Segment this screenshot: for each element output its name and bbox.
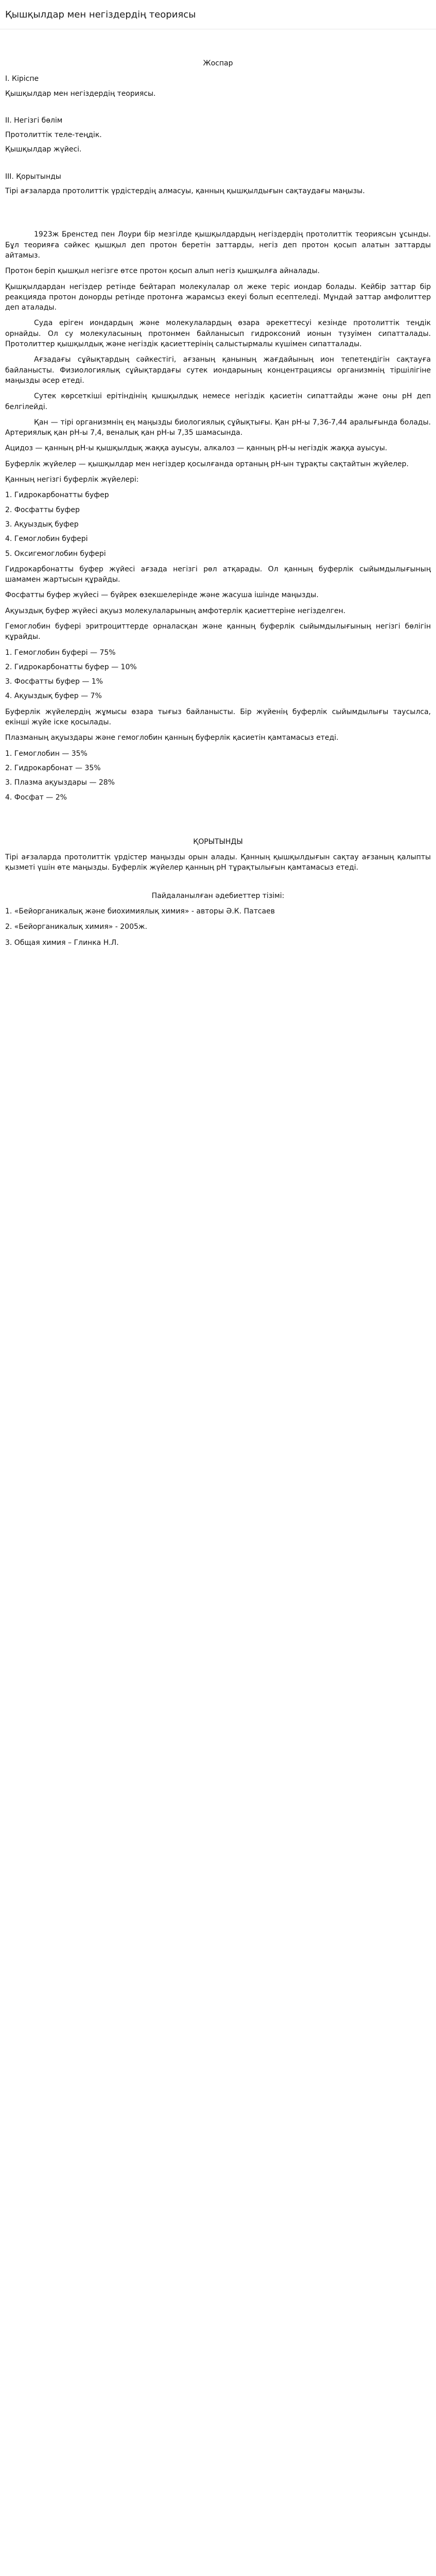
spacer <box>5 103 431 115</box>
list-item: 3. Ақуыздық буфер <box>5 520 79 529</box>
list-item: 5. Оксигемоглобин буфері <box>5 549 106 558</box>
body-paragraph: Қан — тірі организмнің ең маңызды биологиялық сұйықтығы. Қан рН-ы 7,36-7,44 аралығында болады. Артериялық қан рН-ы 7,4, веналық қан рН-ы 7,35 шамасында. <box>5 418 431 437</box>
document-content <box>0 29 436 948</box>
page-header <box>0 0 436 29</box>
spacer <box>5 200 431 229</box>
plasma-buffer-list <box>5 749 431 803</box>
list-item: 4. Фосфат — 2% <box>5 793 67 802</box>
body-paragraph: Плазманың ақуыздары және гемоглобин қанның буферлік қасиетін қамтамасыз етеді. <box>5 734 339 742</box>
spacer <box>5 29 431 58</box>
reference-item: 2. «Бейорганикалық химия» - 2005ж. <box>5 923 147 931</box>
list-item: 2. Гидрокарбонатты буфер — 10% <box>5 663 137 671</box>
body-paragraph: Ағзадағы сұйықтардың сәйкестігі, ағзаның қанының жағдайының ион тепетеңдігін сақтауға байланысты. Физиологиялық сұйықтардағы сутек иондарының концентрациясы организмнің тіршілігіне маңызды әсер етеді. <box>5 355 431 385</box>
blood-buffers-list <box>5 490 431 558</box>
body-paragraph: Қышқылдардан негіздер ретінде бейтарап молекулалар ол жеке теріс иондар болады. Кейбір заттар бір реакцияда протон донорды ретінде протонға жарамсыз екеуі болып есептеледі. Мұндай заттар амфолиттер деп аталады. <box>5 282 431 312</box>
list-item: 4. Гемоглобин буфері <box>5 535 88 544</box>
plan-heading: Жоспар <box>203 59 233 67</box>
plan-section: I. Кіріспе <box>5 75 39 83</box>
conclusion-heading: ҚОРЫТЫНДЫ <box>193 837 243 846</box>
spacer <box>5 878 431 891</box>
plan-section: Қышқылдар жүйесі. <box>5 145 82 154</box>
list-item: 2. Гидрокарбонат — 35% <box>5 764 101 772</box>
plan-section: III. Қорытынды <box>5 172 61 181</box>
body-paragraph: Гемоглобин буфері эритроциттерде орналасқан және қанның буферлік сыйымдылығының негізгі бөлігін құрайды. <box>5 622 431 641</box>
spacer <box>5 159 431 172</box>
plan-sections <box>5 74 431 196</box>
body-paragraph: Суда еріген иондардың және молекулалардың өзара әрекеттесуі кезінде протолиттік теңдік орнайды. Ол су молекуласының протонмен байланысып гидроксоний ионын түзуімен сипатталады. Протолиттер қышқылдық және негіздік қасиеттерінің салыстырмалы күшімен сипатталады. <box>5 319 431 349</box>
body-paragraph: 1923ж Бренстед пен Лоури бір мезгілде қышқылдардың негіздердің протолиттік теориясын ұсынды. Бұл теорияға сәйкес қышқыл деп протон беретін заттарды, негіз деп протон қосып алатын заттарды айтамыз. <box>5 230 431 260</box>
body-paragraph: Қанның негізгі буферлік жүйелері: <box>5 476 139 484</box>
page-title: Қышқылдар мен негіздердің теориясы <box>5 9 196 20</box>
plan-section: Қышқылдар мен негіздердің теориясы. <box>5 89 156 98</box>
reference-item: 1. «Бейорганикалық және биохимиялық химия» - авторы Ә.К. Патсаев <box>5 907 275 916</box>
list-item: 1. Гемоглобин буфері — 75% <box>5 648 116 657</box>
references-heading: Пайдаланылған әдебиеттер тізімі: <box>151 891 285 900</box>
plan-section: II. Негізгі бөлім <box>5 116 63 125</box>
plan-section: Тірі ағзаларда протолиттік үрдістердің алмасуы, қанның қышқылдығын сақтаудағы маңызы. <box>5 187 365 196</box>
body-paragraph: Гидрокарбонатты буфер жүйесі ағзада негізгі рөл атқарады. Ол қанның буферлік сыйымдылығының шамамен жартысын құрайды. <box>5 565 431 584</box>
list-item: 1. Гидрокарбонатты буфер <box>5 491 109 500</box>
spacer <box>5 808 431 837</box>
body-paragraph: Ақуыздық буфер жүйесі ақуыз молекулаларының амфотерлік қасиеттеріне негізделген. <box>5 606 346 615</box>
body-paragraph: Фосфатты буфер жүйесі — бүйрек өзекшелерінде және жасуша ішінде маңызды. <box>5 591 319 600</box>
reference-item: 3. Общая химия – Глинка Н.Л. <box>5 938 119 947</box>
body-paragraph: Буферлік жүйелердің жұмысы өзара тығыз байланысты. Бір жүйенің буферлік сыйымдылығы таусылса, екінші жүйе іске қосылады. <box>5 707 431 727</box>
list-item: 3. Плазма ақуыздары — 28% <box>5 778 115 787</box>
list-item: 3. Фосфатты буфер — 1% <box>5 677 103 686</box>
body-paragraph: Сутек көрсеткіші ерітіндінің қышқылдық немесе негіздік қасиетін сипаттайды және оны рН деп белгілейді. <box>5 392 431 411</box>
body-paragraph: Буферлік жүйелер — қышқылдар мен негіздер қосылғанда ортаның рН-ын тұрақты сақтайтын жүйелер. <box>5 460 409 468</box>
body-paragraph: Ацидоз — қанның рН-ы қышқылдық жаққа ауысуы, алкалоз — қанның рН-ы негіздік жаққа ауысуы. <box>5 444 388 453</box>
buffer-percent-list <box>5 648 431 702</box>
references-list <box>5 906 431 948</box>
plan-section: Протолиттік теле-теңдік. <box>5 131 102 140</box>
body-paragraph: Протон беріп қышқыл негізге өтсе протон қосып алып негіз қышқылға айналады. <box>5 267 320 276</box>
list-item: 2. Фосфатты буфер <box>5 505 80 514</box>
list-item: 1. Гемоглобин — 35% <box>5 749 88 758</box>
list-item: 4. Ақуыздық буфер — 7% <box>5 692 102 701</box>
conclusion-paragraph: Тірі ағзаларда протолиттік үрдістер маңызды орын алады. Қанның қышқылдығын сақтау ағзаның қалыпты қызметі үшін өте маңызды. Буферлік жүйелер қанның рН тұрақтылығын қамтамасыз етеді. <box>5 853 431 872</box>
